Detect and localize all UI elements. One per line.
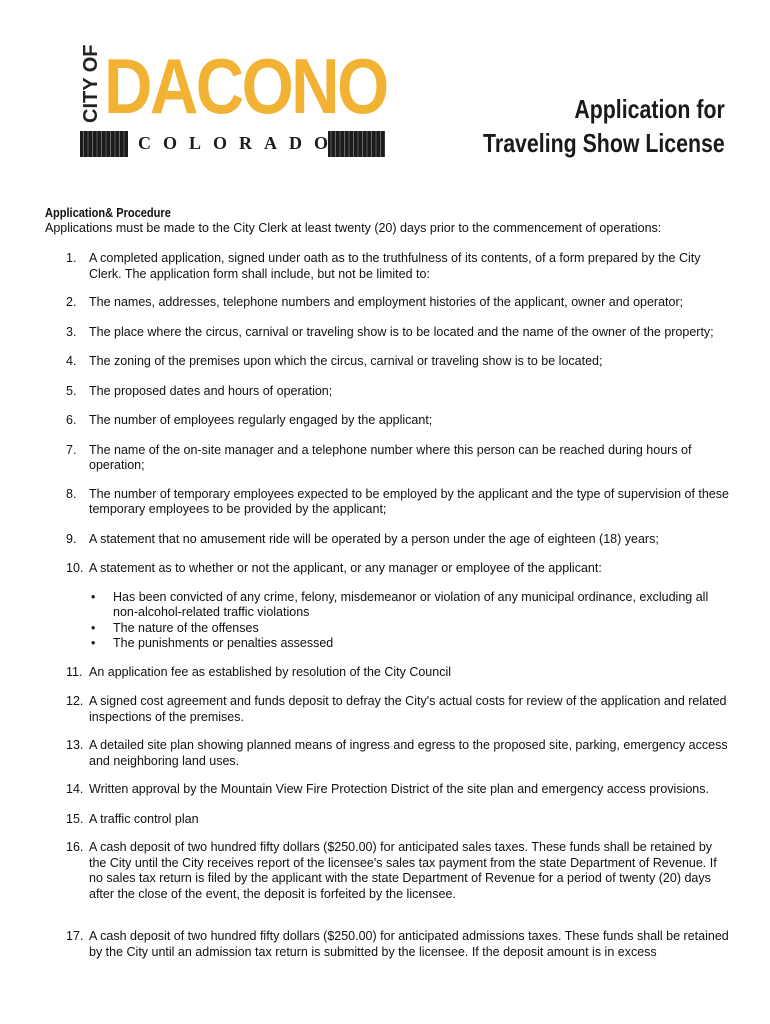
list-item: 13. A detailed site plan showing planned means of ingress and egress to the proposed site, parking, emergency access and neighboring land uses.: [66, 738, 728, 768]
list-item: 17. A cash deposit of two hundred fifty dollars ($250.00) for anticipated admissions taxes. These funds shall be retained by the City until an admission tax return is submitted by the licensee. If the deposit amount is in excess: [66, 929, 729, 959]
list-item: 2. The names, addresses, telephone numbers and employment histories of the applicant, owner and operator;: [66, 295, 684, 309]
list-item: 4. The zoning of the premises upon which the circus, carnival or traveling show is to be located;: [66, 354, 603, 368]
list-item: 10. A statement as to whether or not the applicant, or any manager or employee of the applicant:: [66, 561, 602, 575]
list-item: 15. A traffic control plan: [66, 811, 199, 826]
list-item: 3. The place where the circus, carnival or traveling show is to be located and the name of the owner of the property;: [66, 324, 714, 339]
document-title: [483, 92, 725, 160]
list-item: 16. A cash deposit of two hundred fifty dollars ($250.00) for anticipated sales taxes. These funds shall be retained by the City until the City receives report of the licensee's sales tax payment from the state Department of Revenue. If no sales tax return is filed by the applicant with the state Department of Revenue for a period of twenty (20) days after the close of the event, the deposit is forfeited by the licensee.: [66, 840, 717, 901]
bullet-icon: •: [91, 589, 96, 604]
intro-text: Applications must be made to the City Clerk at least twenty (20) days prior to the commencement of operations:: [45, 221, 662, 235]
list-item: 9. A statement that no amusement ride will be operated by a person under the age of eighteen (18) years;: [66, 531, 659, 546]
title-line-2: Traveling Show License: [483, 128, 725, 158]
city-logo: [80, 42, 387, 161]
title-line-1: Application for: [574, 94, 725, 124]
list-item: 6. The number of employees regularly engaged by the applicant;: [66, 413, 433, 427]
list-item: 8. The number of temporary employees expected to be employed by the applicant and the type of supervision of these temporary employees to be provided by the applicant;: [66, 486, 729, 516]
list-item: 7. The name of the on-site manager and a telephone number where this person can be reached during hours of operation;: [66, 442, 692, 472]
section-heading: Application& Procedure: [45, 205, 171, 220]
bullet-icon: •: [91, 636, 96, 650]
requirements-list: [45, 251, 730, 960]
list-item: 11. An application fee as established by resolution of the City Council: [66, 664, 452, 679]
logo-city-of: CITY OF: [80, 44, 102, 123]
conviction-sublist: [45, 590, 730, 652]
list-item: 5. The proposed dates and hours of operation;: [66, 383, 333, 398]
logo-state-band: [80, 131, 385, 157]
sub-bullet-item: • The nature of the offenses: [91, 620, 259, 635]
sub-bullet-item: • The punishments or penalties assessed: [91, 636, 334, 650]
logo-state: COLORADO: [138, 133, 341, 153]
list-item: 1. A completed application, signed under oath as to the truthfulness of its contents, of a form prepared by the City Clerk. The application form shall include, but not be limited to:: [66, 251, 701, 281]
bullet-icon: •: [91, 620, 96, 635]
sub-bullet-item: • Has been convicted of any crime, felony, misdemeanor or violation of any municipal ordinance, excluding all non-alcohol-related traffic violations: [91, 589, 709, 619]
logo-wordmark: DACONO: [104, 42, 387, 130]
list-item: 12. A signed cost agreement and funds deposit to defray the City's actual costs for review of the application and related inspections of the premises.: [66, 694, 727, 724]
list-item: 14. Written approval by the Mountain View Fire Protection District of the site plan and emergency access provisions.: [66, 782, 709, 796]
